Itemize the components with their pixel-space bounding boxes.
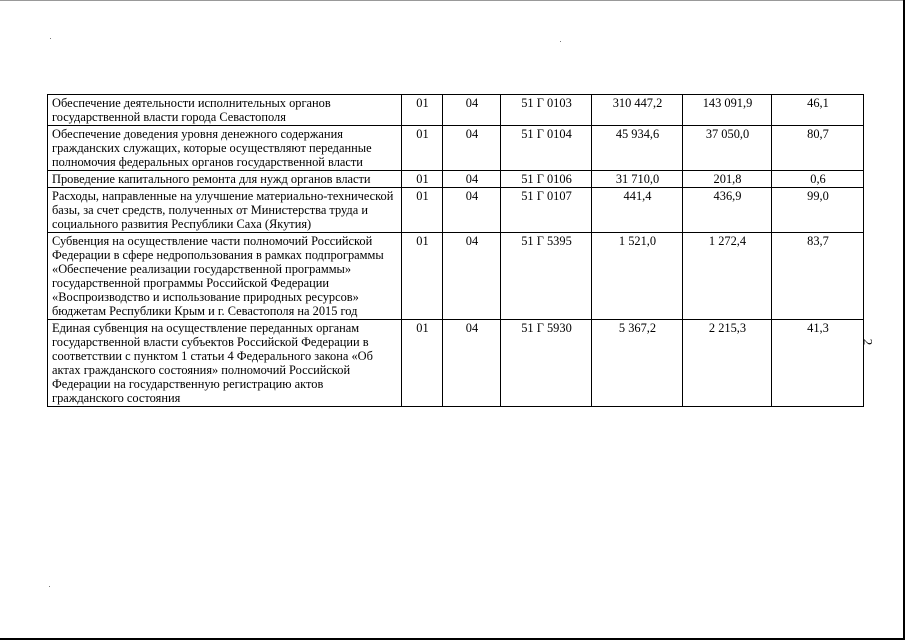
scan-speck (560, 41, 561, 42)
page-number: 2 (860, 338, 876, 346)
row-subsection: 04 (443, 171, 501, 188)
row-executed: 2 215,3 (683, 320, 772, 407)
row-subsection: 04 (443, 188, 501, 233)
row-planned: 1 521,0 (592, 233, 683, 320)
row-executed: 201,8 (683, 171, 772, 188)
row-planned: 5 367,2 (592, 320, 683, 407)
row-section: 01 (402, 233, 443, 320)
row-section: 01 (402, 95, 443, 126)
scan-edge-top (0, 0, 905, 1)
table-row (48, 95, 864, 126)
row-executed: 436,9 (683, 188, 772, 233)
row-planned: 441,4 (592, 188, 683, 233)
row-planned: 31 710,0 (592, 171, 683, 188)
table-row (48, 188, 864, 233)
row-description: Единая субвенция на осуществление переданных органам государственной власти субъектов Российской Федерации в соответствии с пунктом 1 статьи 4 Федерального закона «Об актах гражданского состояния» полномочий Российской Федерации на государственную регистрацию актов гражданского состояния (48, 320, 402, 407)
row-section: 01 (402, 126, 443, 171)
row-percent: 83,7 (772, 233, 864, 320)
row-subsection: 04 (443, 320, 501, 407)
row-planned: 45 934,6 (592, 126, 683, 171)
row-executed: 37 050,0 (683, 126, 772, 171)
row-executed: 143 091,9 (683, 95, 772, 126)
row-description: Обеспечение деятельности исполнительных органов государственной власти города Севастополя (48, 95, 402, 126)
row-description: Расходы, направленные на улучшение материально-технической базы, за счет средств, полученных от Министерства труда и социального развития Республики Саха (Якутия) (48, 188, 402, 233)
table-row (48, 126, 864, 171)
scan-speck (49, 586, 50, 587)
row-subsection: 04 (443, 233, 501, 320)
row-target-article: 51 Г 5930 (501, 320, 592, 407)
row-section: 01 (402, 320, 443, 407)
row-percent: 0,6 (772, 171, 864, 188)
row-percent: 46,1 (772, 95, 864, 126)
table-row (48, 171, 864, 188)
scan-speck (50, 38, 51, 39)
row-description: Субвенция на осуществление части полномочий Российской Федерации в сфере недропользования в рамках подпрограммы «Обеспечение реализации государственной программы» государственной программы Российской Федерации «Воспроизводство и использование природных ресурсов» бюджетам Республики Крым и г. Севастополя на 2015 год (48, 233, 402, 320)
row-target-article: 51 Г 0103 (501, 95, 592, 126)
row-target-article: 51 Г 0107 (501, 188, 592, 233)
row-subsection: 04 (443, 95, 501, 126)
row-section: 01 (402, 188, 443, 233)
row-description: Обеспечение доведения уровня денежного содержания гражданских служащих, которые осуществляют переданные полномочия федеральных органов государственной власти (48, 126, 402, 171)
row-target-article: 51 Г 5395 (501, 233, 592, 320)
table-row (48, 233, 864, 320)
row-section: 01 (402, 171, 443, 188)
table-row (48, 320, 864, 407)
row-percent: 41,3 (772, 320, 864, 407)
row-percent: 80,7 (772, 126, 864, 171)
row-target-article: 51 Г 0104 (501, 126, 592, 171)
row-executed: 1 272,4 (683, 233, 772, 320)
row-description: Проведение капитального ремонта для нужд органов власти (48, 171, 402, 188)
row-subsection: 04 (443, 126, 501, 171)
row-planned: 310 447,2 (592, 95, 683, 126)
row-target-article: 51 Г 0106 (501, 171, 592, 188)
row-percent: 99,0 (772, 188, 864, 233)
budget-table (47, 94, 864, 407)
